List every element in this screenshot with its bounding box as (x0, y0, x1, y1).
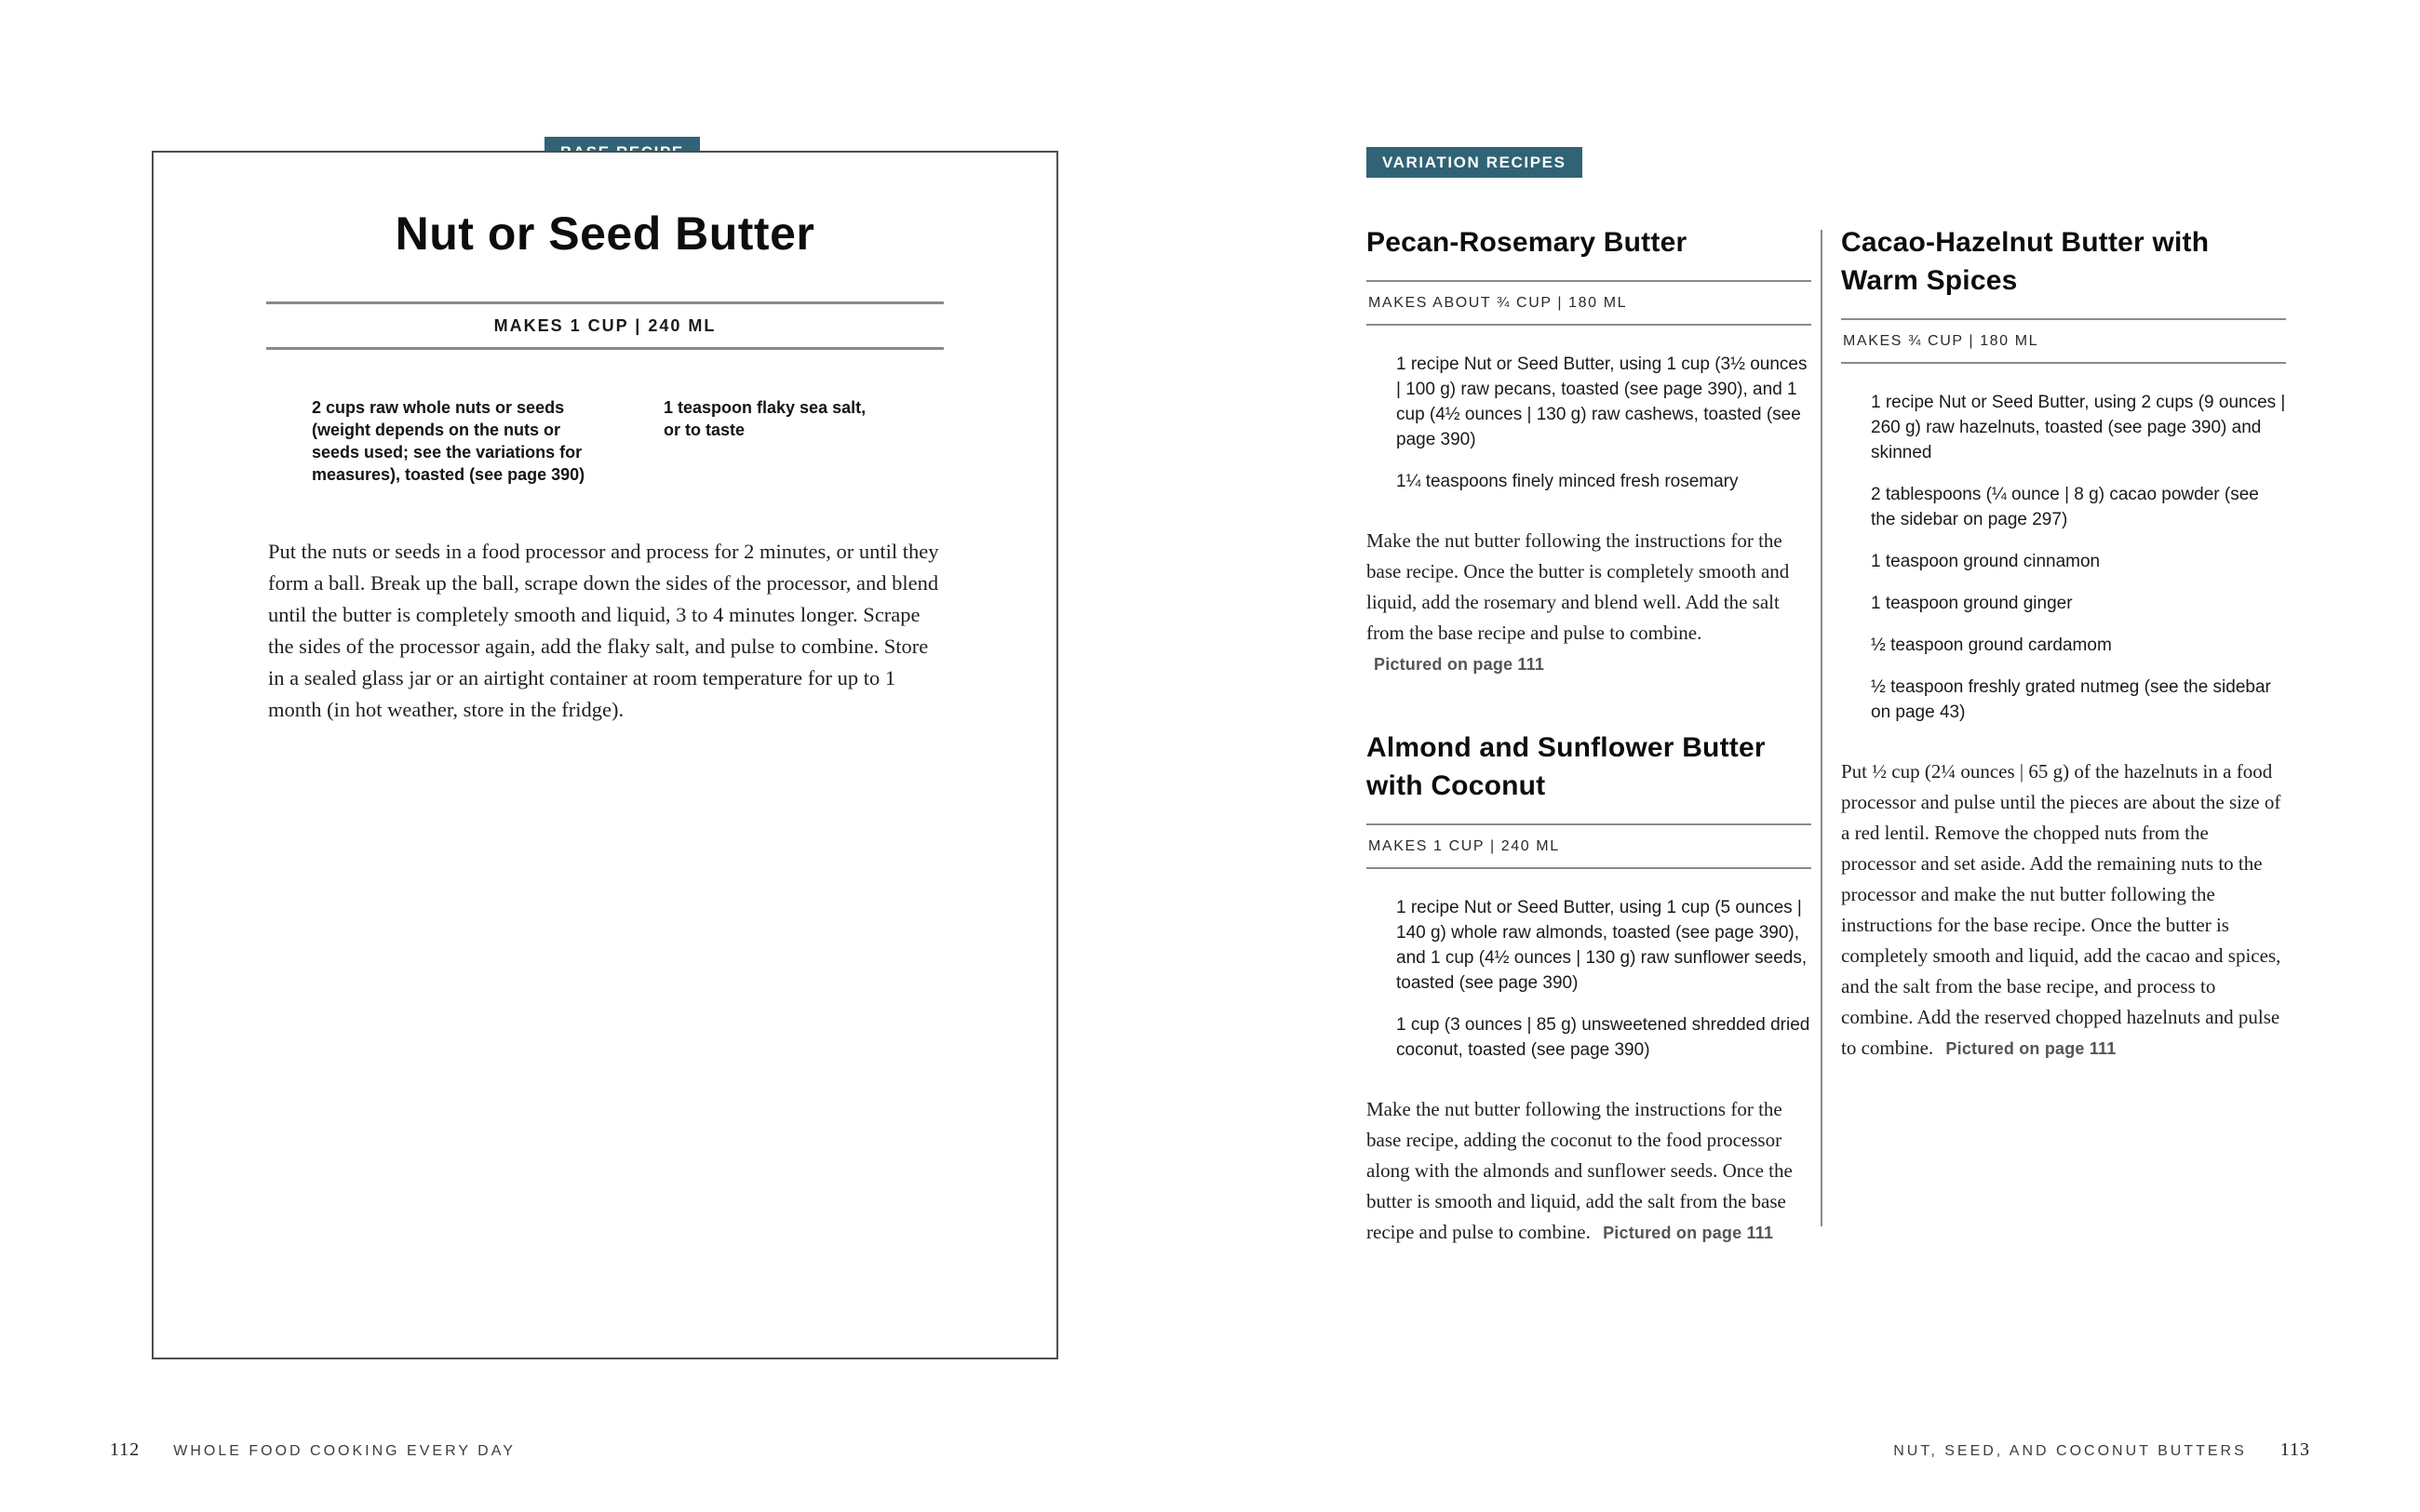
ingredient-item: 1 recipe Nut or Seed Butter, using 2 cups (9 ounces | 260 g) raw hazelnuts, toasted (see page 390) and skinned (1871, 393, 2286, 462)
recipe-cacao-hazelnut (1841, 223, 2286, 1064)
running-head-book-title: WHOLE FOOD COOKING EVERY DAY (173, 1443, 516, 1459)
right-page-column-1 (1366, 223, 1811, 1249)
ingredients-section (312, 396, 1056, 486)
instructions-paragraph (1841, 756, 2286, 1064)
recipe-title: Nut or Seed Butter (395, 207, 815, 260)
yield-line: MAKES ¾ CUP | 180 ML (1841, 318, 2286, 364)
yield-line: MAKES 1 CUP | 240 ML (266, 301, 944, 350)
pictured-note: Pictured on page 111 (1374, 655, 1545, 674)
ingredients-section (1396, 352, 1811, 494)
recipe-title: Cacao-Hazelnut Butter with Warm Spices (1841, 227, 2210, 296)
column-divider (1821, 230, 1822, 1226)
instructions-paragraph (1366, 526, 1811, 680)
base-recipe-box (152, 151, 1058, 1359)
ingredients-section (1396, 895, 1811, 1063)
ingredient-item: ½ teaspoon ground cardamom (1871, 636, 2112, 655)
instructions-paragraph (1366, 1094, 1811, 1249)
ingredient-item: ½ teaspoon freshly grated nutmeg (see the sidebar on page 43) (1871, 677, 2271, 722)
ingredients-section (1871, 390, 2286, 725)
running-head-chapter-title: NUT, SEED, AND COCONUT BUTTERS (1893, 1443, 2247, 1459)
instructions-text: Make the nut butter following the instructions for the base recipe. Once the butter is completely smooth and liquid, add the rosemary and blend well. Add the salt from the base recipe and pulse to combine. (1366, 529, 1790, 644)
instructions-text: Put ½ cup (2¼ ounces | 65 g) of the hazelnuts in a food processor and pulse until the pieces are about the size of a red lentil. Remove the chopped nuts from the processor and set aside. Add the remaining nuts to the processor and make the nut butter following the instructions for the base recipe. Once the butter is completely smooth and liquid, add the cacao and spices, and the salt from the base recipe, and process to combine. Add the reserved chopped hazelnuts and pulse to combine. (1841, 760, 2281, 1059)
recipe-almond-sunflower-coconut (1366, 729, 1811, 1249)
footer-right (1893, 1439, 2310, 1461)
pictured-note: Pictured on page 111 (1945, 1039, 2117, 1058)
page-number: 113 (2279, 1439, 2310, 1460)
footer-left (110, 1439, 516, 1461)
yield-line: MAKES ABOUT ¾ CUP | 180 ML (1366, 280, 1811, 326)
ingredient-item: 1 teaspoon ground cinnamon (1871, 552, 2101, 571)
variation-recipes-tag: VARIATION RECIPES (1366, 147, 1582, 178)
ingredient-item: 1 teaspoon flaky sea salt, or to taste (664, 398, 867, 439)
ingredient-item: 1 cup (3 ounces | 85 g) unsweetened shredded dried coconut, toasted (see page 390) (1396, 1015, 1810, 1060)
pictured-note: Pictured on page 111 (1603, 1224, 1774, 1242)
ingredient-item: 1 teaspoon ground ginger (1871, 594, 2073, 613)
instructions-paragraph: Put the nuts or seeds in a food processor and process for 2 minutes, or until they form a ball. Break up the ball, scrape down the sides of the processor, and blend until the butter is completely smooth and liquid, 3 to 4 minutes longer. Scrape the sides of the processor again, add the flaky salt, and pulse to combine. Store in a sealed glass jar or an airtight container at room temperature for up to 1 month (in hot weather, store in the fridge). (268, 540, 939, 721)
instructions-text: Make the nut butter following the instructions for the base recipe, adding the coconut to the food processor along with the almonds and sunflower seeds. Once the butter is smooth and liquid, add the salt from the base recipe and pulse to combine. (1366, 1098, 1793, 1243)
yield-line: MAKES 1 CUP | 240 ML (1366, 823, 1811, 869)
ingredient-item: 2 cups raw whole nuts or seeds (weight depends on the nuts or seeds used; see the variations for measures), toasted (see page 390) (312, 398, 585, 484)
page-number: 112 (110, 1439, 141, 1460)
ingredient-item: 1 recipe Nut or Seed Butter, using 1 cup (5 ounces | 140 g) whole raw almonds, toasted (see page 390), and 1 cup (4½ ounces | 130 g) raw sunflower seeds, toasted (see page 390) (1396, 898, 1808, 993)
recipe-pecan-rosemary (1366, 223, 1811, 680)
right-page-column-2 (1841, 223, 2286, 1064)
recipe-title: Pecan-Rosemary Butter (1366, 227, 1687, 258)
recipe-title: Almond and Sunflower Butter with Coconut (1366, 732, 1766, 801)
ingredient-item: 1 recipe Nut or Seed Butter, using 1 cup (3½ ounces | 100 g) raw pecans, toasted (see page 390), and 1 cup (4½ ounces | 130 g) raw cashews, toasted (see page 390) (1396, 355, 1808, 449)
ingredient-item: 1¼ teaspoons finely minced fresh rosemary (1396, 472, 1739, 491)
ingredient-item: 2 tablespoons (¼ ounce | 8 g) cacao powder (see the sidebar on page 297) (1871, 485, 2259, 529)
